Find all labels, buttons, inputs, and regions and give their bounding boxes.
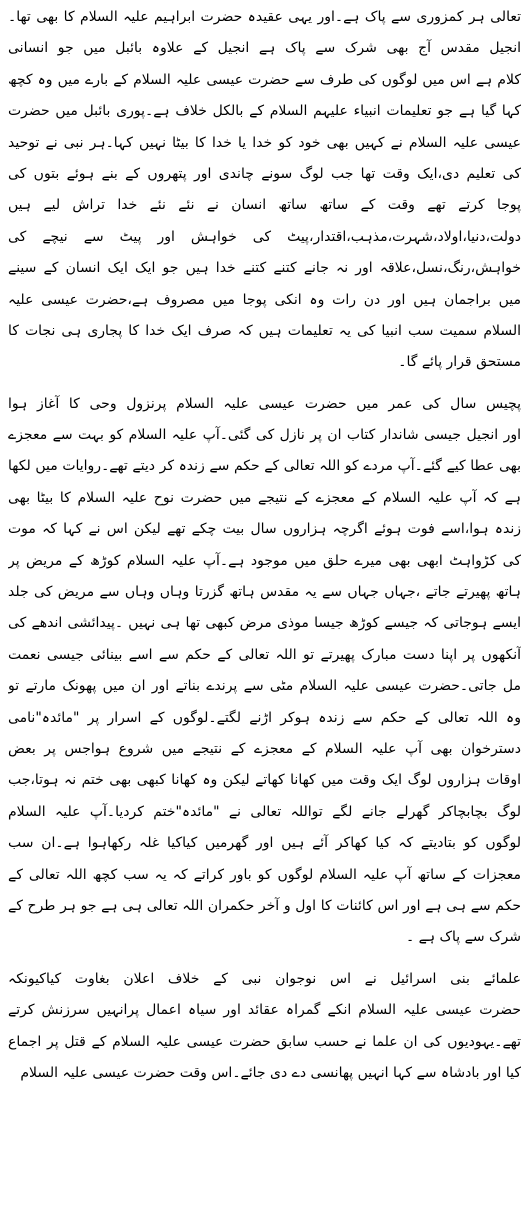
text-line: عیسی علیہ السلام نے کہیں بھی خود کو خدا یا خدا کا بیٹا نہیں کہا۔ہر نبی نے توحید [8, 134, 521, 151]
paragraph-intro [8, 2, 521, 379]
text-line: کہا گیا ہے جو تعلیمات انبیاء علیہم السلام کے بالکل خلاف ہے۔پوری بائبل میں حضرت [8, 103, 521, 120]
text-line: مستحق قرار پائے گا۔ [398, 354, 521, 371]
text-line: کلام ہے اس میں لوگوں کی طرف سے حضرت عیسی علیہ السلام کے بارے میں وہ کچھ [8, 71, 521, 88]
text-line: پچیس سال کی عمر میں حضرت عیسی علیہ السلام پرنزول وحی کا آغاز ہوا [8, 395, 521, 412]
text-line: حکم سے ہی ہے اور اس کائنات کا اول و آخر حکمران اللہ تعالی ہی ہے جو ہر طرح کے [8, 897, 521, 914]
paragraph-gap [8, 379, 521, 389]
text-line: زندہ ہوا،اسے فوت ہوئے اگرچہ ہزاروں سال بیت چکے تھے لیکن اس نے کہا کہ موت [8, 521, 521, 538]
text-line: مل جاتی۔حضرت عیسی علیہ السلام مٹی سے پرندے بناتے اور ان میں پھونک مارتے تو [8, 678, 521, 695]
text-line: بھی عطا کیے گئے۔آپ مردے کو اللہ تعالی کے حکم سے زندہ کر دیتے تھے۔روایات میں لکھا [8, 458, 521, 475]
text-line: شرک سے پاک ہے ۔ [405, 929, 521, 946]
text-line: میں براجمان ہیں اور دن رات وہ انکی پوجا میں مصروف ہے،حضرت عیسی علیہ [8, 291, 521, 308]
text-line: اوقات ہزاروں لوگ ایک وقت میں کھانا کھاتے لیکن وہ کھانا کبھی بھی ختم نہ ہوتا،جب [8, 772, 521, 789]
text-line: معجزات کے ساتھ آپ علیہ السلام لوگوں کو باور کراتے کہ یہ سب کچھ اللہ تعالی کے [8, 866, 521, 883]
text-line: دسترخوان بھی آپ علیہ السلام کے معجزے کے نتیجے میں شروع ہواجس پر بعض [8, 740, 521, 757]
text-line: لوگوں کو بتادیتے کہ کیا کھاکر آئے ہیں اور گھرمیں کیاکیا غلہ رکھاہوا ہے۔ان سب [8, 835, 521, 852]
text-line: ہاتھ پھیرتے جاتے ،جہاں جہاں سے یہ مقدس ہاتھ گزرتا وہاں وہاں سے مریض کی جلد [8, 584, 521, 601]
text-line: تھے۔یہودیوں کی ان علما نے حسب سابق حضرت عیسی علیہ السلام کے قتل پر اجماع [8, 1033, 521, 1050]
paragraph-miracles [8, 389, 521, 954]
text-line: پوجا کرتے تھے وقت کے ساتھ ساتھ انسان نے نئے نئے خدا تراش لیے ہیں [8, 197, 521, 214]
text-line: ہے کہ آپ علیہ السلام کے معجزے کے نتیجے میں حضرت نوح علیہ السلام کا بیٹا بھی [8, 489, 521, 506]
text-line: حضرت عیسی علیہ السلام انکے گمراہ عقائد اور سیاہ اعمال پرانہیں سرزنش کرتے [8, 1002, 521, 1019]
text-line: علمائے بنی اسرائیل نے اس نوجوان نبی کے خلاف اعلان بغاوت کیاکیونکہ [8, 970, 521, 987]
text-line: تعالی ہر کمزوری سے پاک ہے۔اور یہی عقیدہ حضرت ابراہیم علیہ السلام کا بھی تھا۔ [8, 9, 521, 25]
paragraph-gap [8, 954, 521, 964]
paragraph-rebellion [8, 964, 521, 1090]
text-line: کیا اور بادشاہ سے کہا انہیں پھانسی دے دی جائے۔اس وقت حضرت عیسی علیہ السلام [20, 1064, 521, 1081]
text-line: اور انجیل جیسی شاندار کتاب ان پر نازل کی گئی۔آپ علیہ السلام کو بہت سے معجزے [8, 427, 521, 444]
text-line: انجیل مقدس آج بھی شرک سے پاک ہے انجیل کے علاوہ بائبل میں جو انسانی [8, 40, 521, 57]
text-line: آنکھوں پر اپنا دست مبارک پھیرتے تو اللہ تعالی کے حکم سے اسے بینائی جیسی نعمت [8, 646, 521, 663]
text-line: ایسے ہوجاتی کہ جیسے کوڑھ جیسا موذی مرض کبھی تھا ہی نہیں ۔پیدائشی اندھے کی [8, 615, 521, 632]
text-line: لوگ بچابچاکر گھرلے جانے لگے تواللہ تعالی نے "مائدہ"ختم کردیا۔آپ علیہ السلام [8, 803, 521, 820]
text-line: وہ اللہ تعالی کے حکم سے زندہ ہوکر اڑنے لگتے۔لوگوں کے اسرار پر "مائدہ"نامی [8, 709, 521, 726]
text-line: دولت،دنیا،اولاد،شہرت،مذہب،اقتدار،پیٹ کی خواہش اور پیٹ سے نیچے کی [8, 228, 521, 245]
text-line: خواہش،رنگ،نسل،علاقہ اور نہ جانے کتنے کتنے خدا ہیں جو ایک ایک انسان کے سینے [8, 260, 521, 277]
text-line: کی کڑواہٹ ابھی بھی میرے حلق میں موجود ہے۔آپ علیہ السلام کوڑھ کے مریض پر [8, 552, 521, 569]
text-line: السلام سمیت سب انبیا کی یہ تعلیمات ہیں کہ صرف ایک خدا کا پجاری ہی نجات کا [8, 322, 521, 339]
text-line: کی تعلیم دی،ایک وقت تھا جب لوگ سونے چاندی اور پتھروں کے بنے ہوئے بتوں کی [8, 165, 521, 182]
